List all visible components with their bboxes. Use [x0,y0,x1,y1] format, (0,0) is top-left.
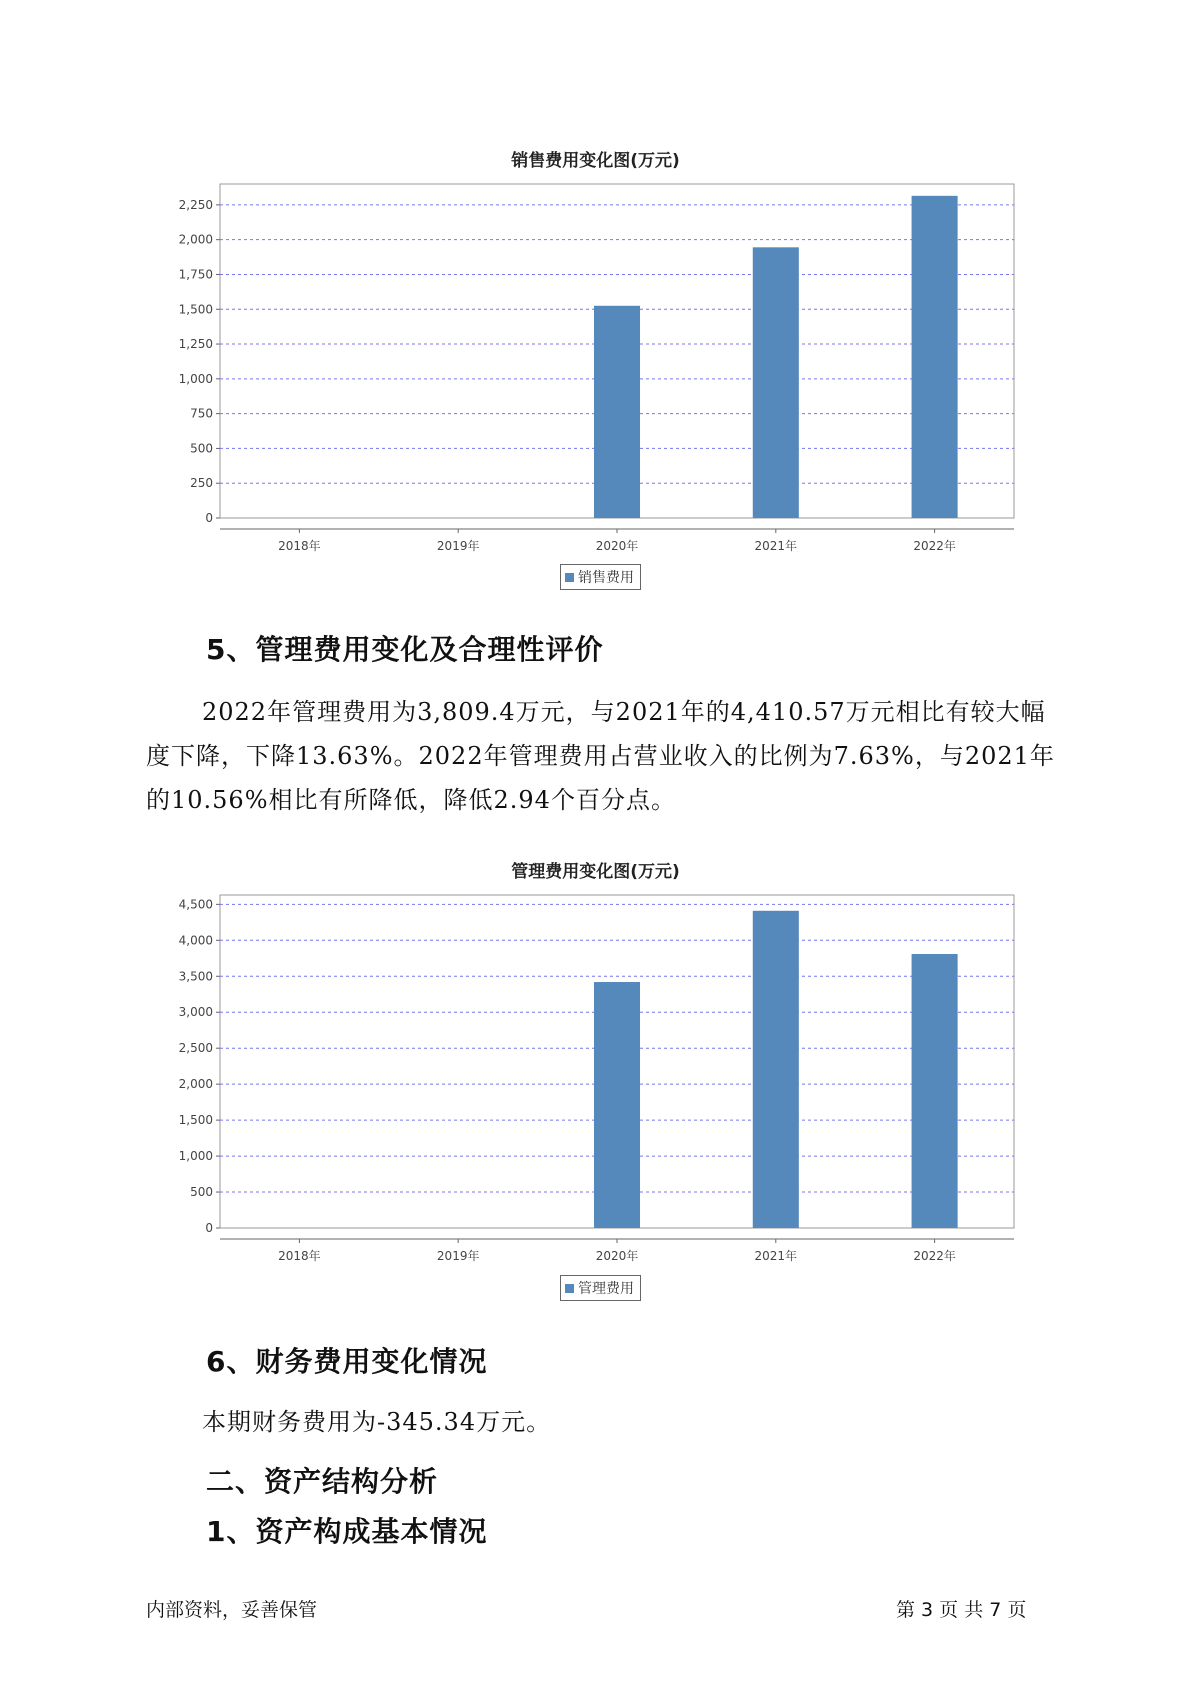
legend-swatch [565,1284,574,1293]
y-tick-label: 3,000 [178,1005,213,1020]
x-tick-label: 2019年 [436,1249,480,1263]
chart-title-sales: 销售费用变化图(万元) [511,151,680,171]
x-tick-label: 2018年 [278,539,321,553]
x-tick-label: 2022年 [913,1249,956,1263]
x-tick-label: 2022年 [913,539,956,553]
footer-confidential: 内部资料，妥善保管 [146,1599,318,1621]
section-5-paragraph: 2022年管理费用为3,809.4万元，与2021年的4,410.57万元相比有较大幅度下降，下降13.63%。2022年管理费用占营业收入的比例为7.63%，与2021年的10.56%相比有所降低，降低2.94个百分点。 [146,698,1055,814]
y-tick-label: 4,000 [178,933,213,948]
bar [753,911,799,1228]
y-tick-label: 750 [190,406,213,421]
y-tick-label: 3,500 [178,969,213,984]
y-tick-label: 2,500 [178,1041,213,1056]
y-tick-label: 1,000 [178,371,213,386]
y-tick-label: 1,750 [178,267,213,282]
y-tick-label: 2,000 [178,1077,213,1092]
footer-page-number: 第 3 页 共 7 页 [896,1599,1027,1621]
y-tick-label: 1,500 [178,302,213,317]
legend-label: 管理费用 [578,1281,634,1297]
subsection-1-heading: 1、资产构成基本情况 [206,1515,488,1548]
y-tick-label: 0 [205,511,213,525]
x-tick-label: 2021年 [754,1249,798,1263]
x-tick-label: 2021年 [754,539,798,553]
section-6-paragraph: 本期财务费用为-345.34万元。 [202,1408,552,1436]
bar [594,982,640,1228]
y-tick-label: 250 [190,476,213,491]
x-tick-label: 2019年 [436,539,480,553]
y-tick-label: 500 [190,1185,213,1200]
part-2-heading: 二、资产结构分析 [206,1465,439,1498]
y-tick-label: 2,250 [178,197,213,212]
y-tick-label: 500 [190,441,213,456]
section-6-heading: 6、财务费用变化情况 [206,1345,488,1378]
y-tick-label: 1,250 [178,337,213,352]
legend-label: 销售费用 [578,570,634,586]
chart-title-admin: 管理费用变化图(万元) [511,862,680,882]
y-tick-label: 1,500 [178,1113,213,1128]
y-tick-label: 2,000 [178,232,213,247]
x-tick-label: 2018年 [278,1249,321,1263]
y-tick-label: 4,500 [178,897,213,912]
x-tick-label: 2020年 [595,539,639,553]
x-tick-label: 2020年 [595,1249,639,1263]
legend-admin [560,1275,641,1301]
bar [912,954,958,1228]
y-tick-label: 1,000 [178,1149,213,1164]
section-5-heading: 5、管理费用变化及合理性评价 [206,633,604,666]
y-tick-label: 0 [205,1221,213,1235]
